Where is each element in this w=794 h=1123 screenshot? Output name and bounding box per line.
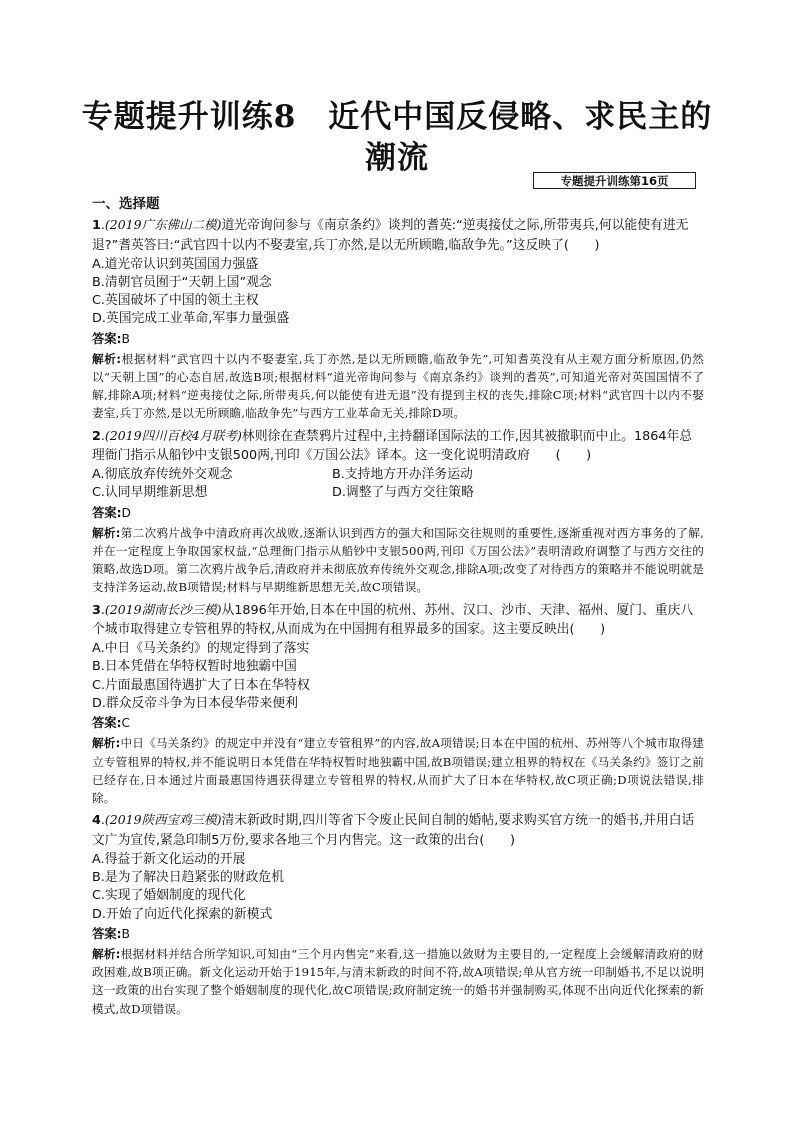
question-source: .(2019湖南长沙三模) (100, 601, 222, 617)
answer-label: 答案: (92, 505, 122, 520)
answer-value: B (121, 926, 130, 941)
option-b: B.是为了解决日趋紧张的财政危机 (92, 870, 285, 886)
analysis-label: 解析: (92, 525, 121, 540)
answer-line (92, 714, 704, 732)
answer-label: 答案: (92, 716, 122, 731)
option-a: A.道光帝认识到英国国力强盛 (92, 256, 259, 272)
page-title-continued: 潮流 (365, 140, 429, 176)
answer-label: 答案: (92, 926, 122, 941)
question-source: .(2019四川百校4月联考) (100, 427, 242, 443)
question-number: 3 (92, 602, 101, 618)
option-c: C.片面最惠国待遇扩大了日本在华特权 (92, 677, 310, 693)
option-c: C.英国破坏了中国的领土主权 (92, 293, 259, 309)
option-a: A.中日《马关条约》的规定得到了落实 (92, 641, 310, 657)
question-text: 林则徐在查禁鸦片过程中,主持翻译国际法的工作,因其被撤职而中止。1864年总理衙门指示从船钞中支银500两,刊印《万国公法》译本。这一变化说明清政府 ( ) (92, 428, 693, 464)
analysis-text: 中日《马关条约》的规定中并没有“建立专管租界”的内容,故A项错误;日本在中国的杭州、苏州等八个城市取得建立专管租界的特权,并不能说明日本凭借在华特权暂时地独霸中国,故B项错误;建立租界的特权在《马关条约》签订之前已经存在,日本通过片面最惠国待遇获得建立专管租界的特权,从而扩大了日本在华特权,故C项正确;D项说法错误,排除。 (92, 736, 704, 805)
question-text: 道光帝询问参与《南京条约》谈判的耆英:“逆夷接仗之际,所带夷兵,何以能使有进无退?”耆英答曰:“武官四十以内不娶妻室,兵丁亦然,是以无所顾瞻,临敌争先。”这反映了( ) (92, 218, 689, 253)
question-number: 4 (92, 813, 101, 829)
analysis-paragraph (92, 734, 704, 807)
option-b: B.日本凭借在华特权暂时地独霸中国 (92, 659, 297, 675)
option-d: D.群众反帝斗争为日本侵华带来便利 (92, 696, 298, 712)
question-4 (92, 810, 704, 1018)
answer-label: 答案: (92, 331, 122, 346)
answer-line (92, 925, 704, 943)
question-number: 1 (92, 218, 101, 233)
answer-value: C (121, 716, 131, 731)
analysis-text: 第二次鸦片战争中清政府再次战败,逐渐认识到西方的强大和国际交往规则的重要性,逐渐重视对西方事务的了解,并在一定程度上争取国家权益,“总理衙门指示从船钞中支银500两,刊印《万国公法》”表明清政府调整了与西方交往的策略,故选D项。第二次鸦片战争后,清政府并未彻底放弃传统外交观念,排除A项;改变了对待西方的策略并不能说明就是支持洋务运动,故B项错误;材料与早期维新思想无关,故C项错误。 (92, 525, 704, 595)
section-heading: 一、选择题 (92, 196, 160, 212)
option-b: B.清朝官员囿于“天朝上国”观念 (92, 274, 272, 290)
analysis-label: 解析: (92, 351, 122, 366)
option-d: D.调整了与西方交往策略 (332, 485, 474, 501)
analysis-label: 解析: (92, 736, 121, 751)
page-title: 专题提升训练8 近代中国反侵略、求民主的 (81, 99, 713, 135)
question-source: .(2019陕西宝鸡三模) (100, 812, 222, 828)
option-list (92, 256, 704, 329)
document-body (92, 194, 704, 1021)
question-3 (92, 600, 704, 808)
option-list (92, 851, 704, 924)
question-text: 从1896年开始,日本在中国的杭州、苏州、汉口、沙市、天津、福州、厦门、重庆八个城市取得建立专管租界的特权,从而成为在中国拥有租界最多的国家。这主要反映出( ) (92, 602, 694, 638)
analysis-paragraph (92, 350, 704, 423)
option-a: A.得益于新文化运动的开展 (92, 851, 246, 867)
question-text: 清末新政时期,四川等省下令废止民间自制的婚帖,要求购买官方统一的婚书,并用白话文广为宣传,紧急印制5万份,要求各地三个月内售完。这一政策的出台( ) (92, 813, 695, 848)
analysis-text: 根据材料“武官四十以内不娶妻室,兵丁亦然,是以无所顾瞻,临敌争先”,可知耆英没有从主观方面分析原因,仍然以“天朝上国”的心态自居,故选B项;根据材料“道光帝询问参与《南京条约》谈判的耆英”,可知道光帝对英国国情不了解,排除A项;材料“逆夷接仗之际,所带夷兵,何以能使有进无退”没有提到主权的丧失,排除C项;材料“武官四十以内不娶妻室,兵丁亦然,是以无所顾瞻,临敌争先”与西方工业革命无关,排除D项。 (92, 351, 704, 421)
question-stem (92, 426, 704, 467)
question-stem (92, 810, 704, 851)
option-a: A.彻底放弃传统外交观念 (92, 467, 233, 483)
option-b: B.支持地方开办洋务运动 (332, 467, 473, 483)
answer-value: D (121, 505, 131, 520)
answer-value: B (121, 331, 130, 346)
option-c: C.实现了婚姻制度的现代化 (92, 888, 246, 904)
answer-line (92, 330, 704, 348)
question-2 (92, 426, 704, 597)
question-1 (92, 215, 704, 423)
analysis-text: 根据材料并结合所学知识,可知由“三个月内售完”来看,这一措施以敛财为主要目的,一定程度上会缓解清政府的财政困难,故B项正确。新文化运动开始于1915年,与清末新政的时间不符,故A项错误;单从官方统一印制婚书,不足以说明这一政策的出台实现了整个婚姻制度的现代化,故C项错误;政府制定统一的婚书并强制购买,体现不出向近代化探索的新模式,故D项错误。 (92, 946, 704, 1016)
question-number: 2 (92, 428, 101, 444)
question-stem (92, 215, 704, 256)
answer-line (92, 504, 704, 522)
option-list (92, 640, 704, 713)
analysis-label: 解析: (92, 946, 121, 961)
option-d: D.开始了向近代化探索的新模式 (92, 906, 273, 922)
question-source: .(2019广东佛山二模) (100, 217, 222, 232)
question-stem (92, 600, 704, 641)
analysis-paragraph (92, 524, 704, 597)
page-reference-tag: 专题提升训练第16页 (533, 172, 696, 189)
option-list (92, 466, 704, 503)
option-c: C.认同早期维新思想 (92, 485, 208, 501)
option-d: D.英国完成工业革命,军事力量强盛 (92, 311, 290, 327)
analysis-paragraph (92, 945, 704, 1018)
